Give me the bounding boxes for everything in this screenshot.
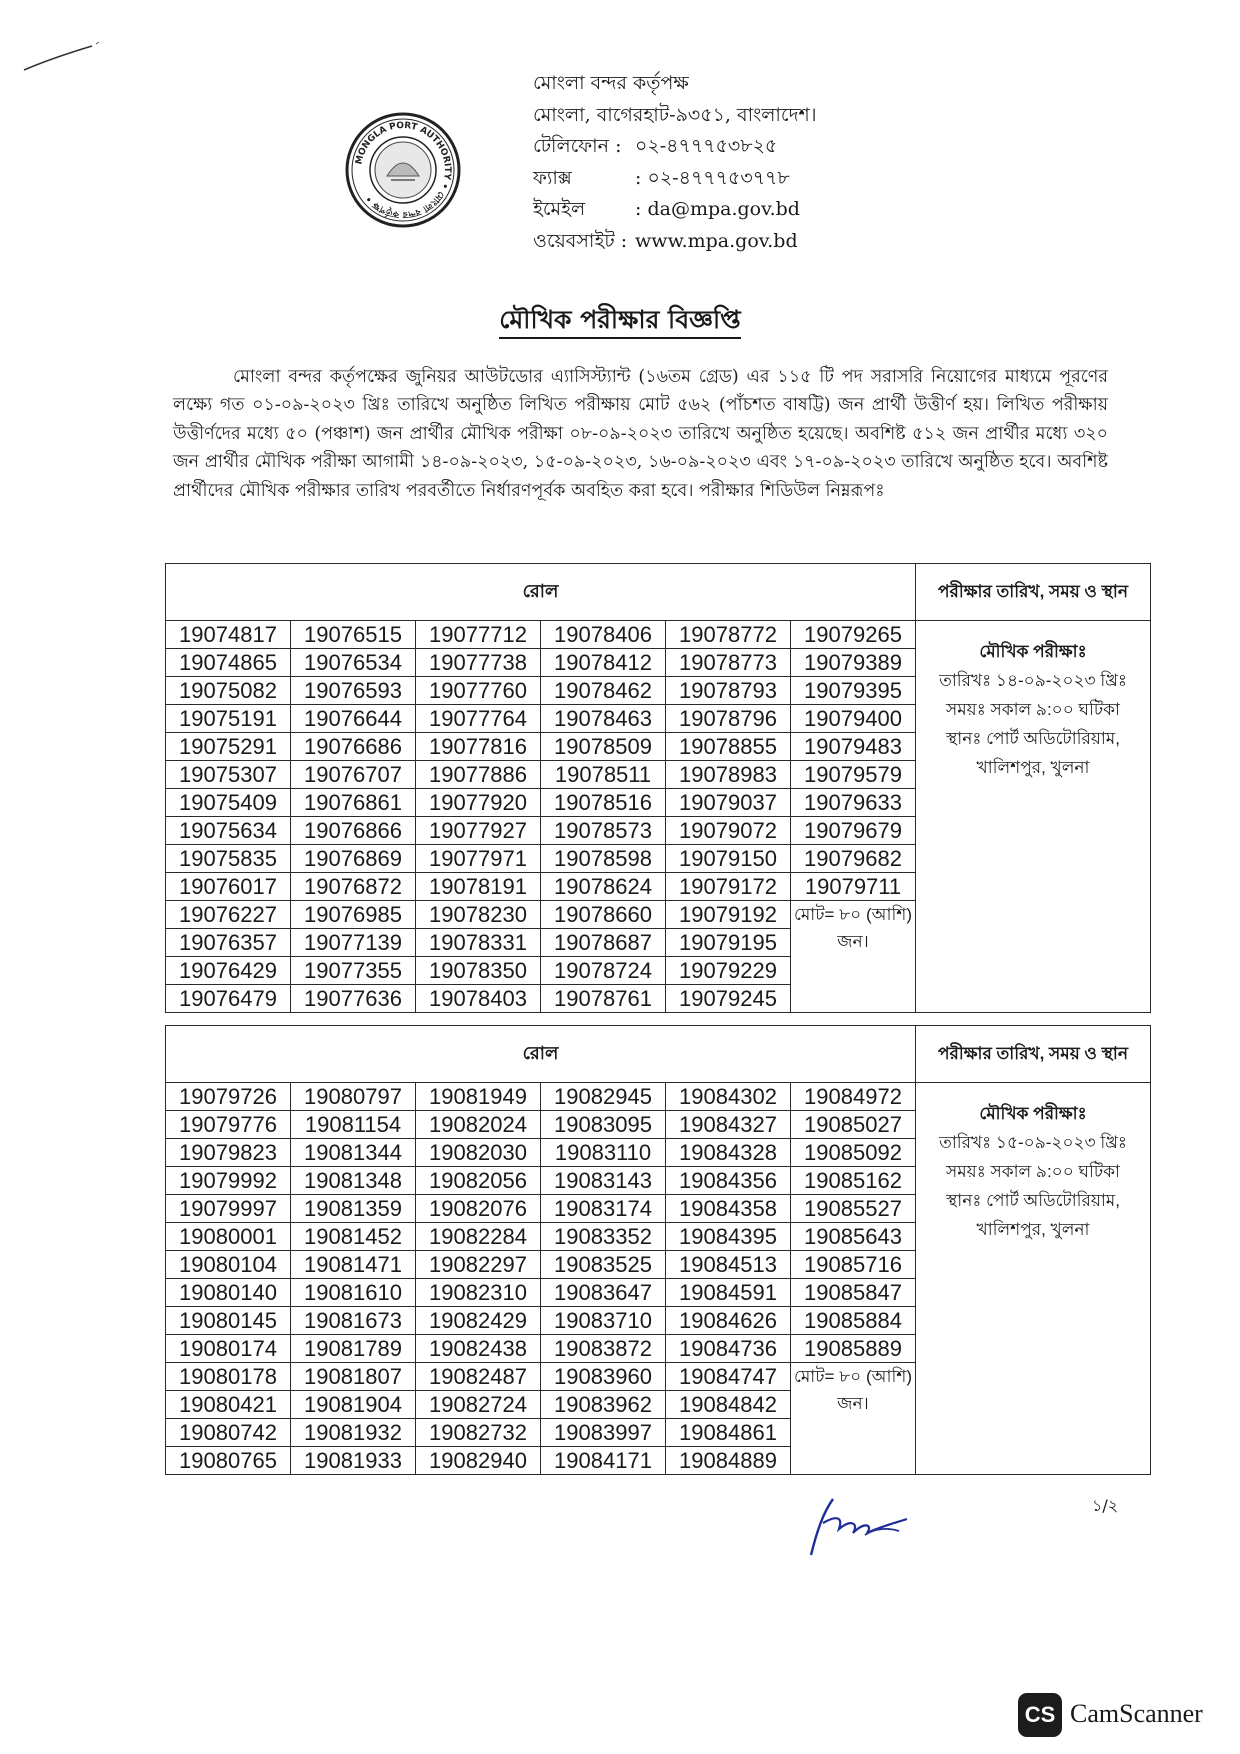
- roll-number: 19079726: [166, 1083, 291, 1111]
- roll-number: 19085527: [791, 1195, 916, 1223]
- exam-info-heading: মৌখিক পরীক্ষাঃ: [979, 1104, 1087, 1123]
- roll-number: 19080797: [291, 1083, 416, 1111]
- roll-number: 19085162: [791, 1167, 916, 1195]
- roll-number: 19078230: [416, 901, 541, 929]
- exam-time: সময়ঃ সকাল ৯:০০ ঘটিকা: [946, 700, 1120, 719]
- roll-number: 19078573: [541, 817, 666, 845]
- roll-number: 19084747: [666, 1363, 791, 1391]
- roll-number: 19085027: [791, 1111, 916, 1139]
- roll-number: 19081789: [291, 1335, 416, 1363]
- camscanner-brand: CamScanner: [1070, 1699, 1203, 1728]
- roll-number: 19081348: [291, 1167, 416, 1195]
- roll-number: 19077816: [416, 733, 541, 761]
- roll-number: 19079682: [791, 845, 916, 873]
- notice-title: মৌখিক পরীক্ষার বিজ্ঞপ্তি: [499, 305, 740, 339]
- roll-number: 19079992: [166, 1167, 291, 1195]
- roll-number: 19078772: [666, 621, 791, 649]
- roll-number: 19080140: [166, 1279, 291, 1307]
- roll-number: 19079633: [791, 789, 916, 817]
- roll-number: 19083960: [541, 1363, 666, 1391]
- email-line: [533, 194, 993, 226]
- roll-number: 19077738: [416, 649, 541, 677]
- roll-number: 19085847: [791, 1279, 916, 1307]
- notice-body: মোংলা বন্দর কর্তৃপক্ষের জুনিয়র আউটডোর এ্যাসিস্ট্যান্ট (১৬তম গ্রেড) এর ১১৫ টি পদ সরাসরি নিয়োগের মাধ্যমে পূরণের লক্ষ্যে গত ০১-০৯-২০২৩ খ্রিঃ তারিখে অনুষ্ঠিত লিখিত পরীক্ষায় মোট ৫৬২ (পাঁচশত বাষট্টি) জন প্রার্থী উত্তীর্ণ হয়। লিখিত পরীক্ষায় উত্তীর্ণদের মধ্যে ৫০ (পঞ্চাশ) জন প্রার্থীর মৌখিক পরীক্ষা ০৮-০৯-২০২৩ তারিখে অনুষ্ঠিত হয়েছে। অবশিষ্ট ৫১২ জন প্রার্থীর মধ্যে ৩২০ জন প্রার্থীর মৌখিক পরীক্ষা আগামী ১৪-০৯-২০২৩, ১৫-০৯-২০২৩, ১৬-০৯-২০২৩ এবং ১৭-০৯-২০২৩ তারিখে অনুষ্ঠিত হবে। অবশিষ্ট প্রার্থীদের মৌখিক পরীক্ষার তারিখ পরবর্তীতে নির্ধারণপূর্বক অবহিত করা হবে। পরীক্ষার শিডিউল নিম্নরূপঃ: [173, 367, 1108, 501]
- phone-value: ০২-৪৭৭৭৫৩৮২৫: [635, 135, 778, 157]
- org-name: মোংলা বন্দর কর্তৃপক্ষ: [533, 72, 689, 94]
- roll-number: 19084889: [666, 1447, 791, 1475]
- roll-number: 19079150: [666, 845, 791, 873]
- roll-number: 19074865: [166, 649, 291, 677]
- roll-number: 19075082: [166, 677, 291, 705]
- roll-number: 19083962: [541, 1391, 666, 1419]
- roll-number: 19083647: [541, 1279, 666, 1307]
- roll-number: 19076644: [291, 705, 416, 733]
- roll-number: 19077920: [416, 789, 541, 817]
- roll-number: 19077355: [291, 957, 416, 985]
- roll-number: 19085889: [791, 1335, 916, 1363]
- roll-number: 19084842: [666, 1391, 791, 1419]
- roll-number: 19082940: [416, 1447, 541, 1475]
- roll-number: 19079172: [666, 873, 791, 901]
- roll-number: 19079265: [791, 621, 916, 649]
- roll-number: 19075307: [166, 761, 291, 789]
- roll-number: 19076861: [291, 789, 416, 817]
- camscanner-logo-icon: CS: [1018, 1693, 1062, 1737]
- roll-number: 19083872: [541, 1335, 666, 1363]
- roll-number: 19082487: [416, 1363, 541, 1391]
- roll-number: 19084861: [666, 1419, 791, 1447]
- roll-number: 19077760: [416, 677, 541, 705]
- roll-number: 19076227: [166, 901, 291, 929]
- roll-number: 19083710: [541, 1307, 666, 1335]
- roll-number: 19084626: [666, 1307, 791, 1335]
- roll-number: 19077927: [416, 817, 541, 845]
- roll-number: 19075409: [166, 789, 291, 817]
- web-label: ওয়েবসাইট :: [533, 229, 628, 252]
- roll-number: 19078624: [541, 873, 666, 901]
- roll-number: 19080174: [166, 1335, 291, 1363]
- roll-number: 19075191: [166, 705, 291, 733]
- roll-number: 19079192: [666, 901, 791, 929]
- roll-number: 19075291: [166, 733, 291, 761]
- roll-number: 19079776: [166, 1111, 291, 1139]
- roll-number: 19076593: [291, 677, 416, 705]
- roll-number: 19080742: [166, 1419, 291, 1447]
- roll-number: 19084591: [666, 1279, 791, 1307]
- roll-number: 19079229: [666, 957, 791, 985]
- roll-header: রোল: [166, 1026, 916, 1083]
- roll-number: 19079711: [791, 873, 916, 901]
- roll-number: 19077712: [416, 621, 541, 649]
- roll-number: 19079823: [166, 1139, 291, 1167]
- roll-number: 19079245: [666, 985, 791, 1013]
- roll-number: 19077764: [416, 705, 541, 733]
- roll-number: 19078406: [541, 621, 666, 649]
- roll-number: 19084358: [666, 1195, 791, 1223]
- date-time-venue-header: পরীক্ষার তারিখ, সময় ও স্থান: [916, 1026, 1151, 1083]
- roll-number: 19081932: [291, 1419, 416, 1447]
- roll-number: 19081359: [291, 1195, 416, 1223]
- roll-number: 19081610: [291, 1279, 416, 1307]
- roll-number: 19085884: [791, 1307, 916, 1335]
- roll-number: 19079195: [666, 929, 791, 957]
- org-address: মোংলা, বাগেরহাট-৯৩৫১, বাংলাদেশ।: [533, 103, 817, 126]
- roll-number: 19081452: [291, 1223, 416, 1251]
- roll-number: 19076707: [291, 761, 416, 789]
- roll-number: 19076515: [291, 621, 416, 649]
- roll-number: 19076479: [166, 985, 291, 1013]
- roll-number: 19083143: [541, 1167, 666, 1195]
- schedule-table-1: [165, 563, 1151, 1013]
- roll-number: 19081471: [291, 1251, 416, 1279]
- roll-number: 19078983: [666, 761, 791, 789]
- roll-number: 19083174: [541, 1195, 666, 1223]
- roll-number: 19082056: [416, 1167, 541, 1195]
- exam-date: তারিখঃ ১৪-০৯-২০২৩ খ্রিঃ: [939, 671, 1127, 690]
- roll-number: 19084736: [666, 1335, 791, 1363]
- roll-number: 19081673: [291, 1307, 416, 1335]
- email-label: ইমেইল: [533, 198, 586, 220]
- roll-number: 19082076: [416, 1195, 541, 1223]
- roll-number: 19082732: [416, 1419, 541, 1447]
- phone-line: [533, 131, 993, 163]
- signature: [803, 1493, 915, 1563]
- roll-number: 19081904: [291, 1391, 416, 1419]
- roll-number: 19079400: [791, 705, 916, 733]
- exam-time: সময়ঃ সকাল ৯:০০ ঘটিকা: [946, 1162, 1120, 1181]
- roll-number: 19077886: [416, 761, 541, 789]
- roll-number: 19083095: [541, 1111, 666, 1139]
- table-row: [166, 1083, 1151, 1111]
- roll-number: 19078761: [541, 985, 666, 1013]
- roll-number: 19079997: [166, 1195, 291, 1223]
- roll-number: 19076017: [166, 873, 291, 901]
- roll-number: 19082724: [416, 1391, 541, 1419]
- roll-number: 19079037: [666, 789, 791, 817]
- roll-number: 19078511: [541, 761, 666, 789]
- roll-number: 19077139: [291, 929, 416, 957]
- roll-number: 19080765: [166, 1447, 291, 1475]
- roll-number: 19080001: [166, 1223, 291, 1251]
- exam-venue: স্থানঃ পোর্ট অডিটোরিয়াম, খালিশপুর, খুলনা: [946, 1191, 1120, 1239]
- roll-number: 19078462: [541, 677, 666, 705]
- roll-number: 19076869: [291, 845, 416, 873]
- roll-number: 19077971: [416, 845, 541, 873]
- roll-number: 19081933: [291, 1447, 416, 1475]
- roll-number: 19076686: [291, 733, 416, 761]
- exam-info-heading: মৌখিক পরীক্ষাঃ: [979, 642, 1087, 661]
- roll-number: 19081344: [291, 1139, 416, 1167]
- roll-number: 19082310: [416, 1279, 541, 1307]
- roll-number: 19081949: [416, 1083, 541, 1111]
- roll-number: 19082297: [416, 1251, 541, 1279]
- roll-number: 19078516: [541, 789, 666, 817]
- roll-number: 19075634: [166, 817, 291, 845]
- fax-line: [533, 163, 993, 195]
- roll-number: 19078463: [541, 705, 666, 733]
- roll-number: 19076357: [166, 929, 291, 957]
- roll-number: 19082024: [416, 1111, 541, 1139]
- roll-number: 19078403: [416, 985, 541, 1013]
- fax-label: ফ্যাক্স: [533, 166, 572, 189]
- roll-number: 19076866: [291, 817, 416, 845]
- web-value: www.mpa.gov.bd: [635, 229, 798, 252]
- roll-number: 19080104: [166, 1251, 291, 1279]
- roll-number: 19084302: [666, 1083, 791, 1111]
- roll-number: 19079395: [791, 677, 916, 705]
- email-value: : da@mpa.gov.bd: [635, 198, 800, 220]
- roll-number: 19079579: [791, 761, 916, 789]
- roll-number: 19078509: [541, 733, 666, 761]
- roll-number: 19079389: [791, 649, 916, 677]
- roll-number: 19084513: [666, 1251, 791, 1279]
- roll-number: 19078855: [666, 733, 791, 761]
- roll-number: 19078660: [541, 901, 666, 929]
- roll-number: 19084171: [541, 1447, 666, 1475]
- roll-number: 19081807: [291, 1363, 416, 1391]
- roll-number: 19085092: [791, 1139, 916, 1167]
- exam-info-cell: [916, 1083, 1151, 1475]
- roll-number: 19075835: [166, 845, 291, 873]
- roll-number: 19078412: [541, 649, 666, 677]
- web-line: [533, 226, 993, 258]
- date-time-venue-header: পরীক্ষার তারিখ, সময় ও স্থান: [916, 564, 1151, 621]
- roll-number: 19080421: [166, 1391, 291, 1419]
- roll-number: 19078793: [666, 677, 791, 705]
- port-authority-seal: [343, 110, 463, 230]
- roll-number: 19076872: [291, 873, 416, 901]
- roll-number: 19083997: [541, 1419, 666, 1447]
- page-number: ১/২: [1092, 1496, 1119, 1515]
- roll-number: 19082284: [416, 1223, 541, 1251]
- roll-number: 19076429: [166, 957, 291, 985]
- roll-number: 19084972: [791, 1083, 916, 1111]
- schedule-table-2: [165, 1025, 1151, 1475]
- roll-number: 19076534: [291, 649, 416, 677]
- phone-label: টেলিফোন :: [533, 135, 622, 157]
- roll-number: 19078796: [666, 705, 791, 733]
- total-count: মোট= ৮০ (আশি) জন।: [791, 1363, 916, 1475]
- table-header-row: [166, 564, 1151, 621]
- roll-number: 19085716: [791, 1251, 916, 1279]
- roll-number: 19078350: [416, 957, 541, 985]
- roll-number: 19078331: [416, 929, 541, 957]
- notice-title-wrap: [0, 300, 1240, 343]
- table-row: [166, 621, 1151, 649]
- roll-number: 19078724: [541, 957, 666, 985]
- roll-number: 19082945: [541, 1083, 666, 1111]
- fax-value: : ০২-৪৭৭৭৫৩৭৭৮: [635, 166, 790, 189]
- roll-number: 19083525: [541, 1251, 666, 1279]
- roll-number: 19078191: [416, 873, 541, 901]
- roll-number: 19074817: [166, 621, 291, 649]
- roll-number: 19078598: [541, 845, 666, 873]
- roll-number: 19080145: [166, 1307, 291, 1335]
- roll-number: 19084327: [666, 1111, 791, 1139]
- roll-header: রোল: [166, 564, 916, 621]
- svg-text:MONGLA PORT AUTHORITY • মোংলা: MONGLA PORT AUTHORITY • মোংলা বন্দর কর্তৃপক্ষ •: [354, 120, 453, 220]
- total-count: মোট= ৮০ (আশি) জন।: [791, 901, 916, 1013]
- roll-number: 19080178: [166, 1363, 291, 1391]
- letterhead: [533, 68, 993, 257]
- pen-stroke-mark: [22, 36, 102, 76]
- roll-number: 19079679: [791, 817, 916, 845]
- roll-number: 19076985: [291, 901, 416, 929]
- roll-number: 19078687: [541, 929, 666, 957]
- roll-number: 19077636: [291, 985, 416, 1013]
- roll-number: 19079483: [791, 733, 916, 761]
- roll-number: 19085643: [791, 1223, 916, 1251]
- roll-number: 19078773: [666, 649, 791, 677]
- roll-number: 19084328: [666, 1139, 791, 1167]
- roll-number: 19084356: [666, 1167, 791, 1195]
- roll-number: 19082438: [416, 1335, 541, 1363]
- roll-number: 19083352: [541, 1223, 666, 1251]
- roll-number: 19082030: [416, 1139, 541, 1167]
- roll-number: 19083110: [541, 1139, 666, 1167]
- exam-date: তারিখঃ ১৫-০৯-২০২৩ খ্রিঃ: [939, 1133, 1127, 1152]
- roll-number: 19081154: [291, 1111, 416, 1139]
- exam-venue: স্থানঃ পোর্ট অডিটোরিয়াম, খালিশপুর, খুলনা: [946, 729, 1120, 777]
- exam-info-cell: [916, 621, 1151, 1013]
- roll-number: 19079072: [666, 817, 791, 845]
- table-header-row: [166, 1026, 1151, 1083]
- roll-number: 19084395: [666, 1223, 791, 1251]
- roll-number: 19082429: [416, 1307, 541, 1335]
